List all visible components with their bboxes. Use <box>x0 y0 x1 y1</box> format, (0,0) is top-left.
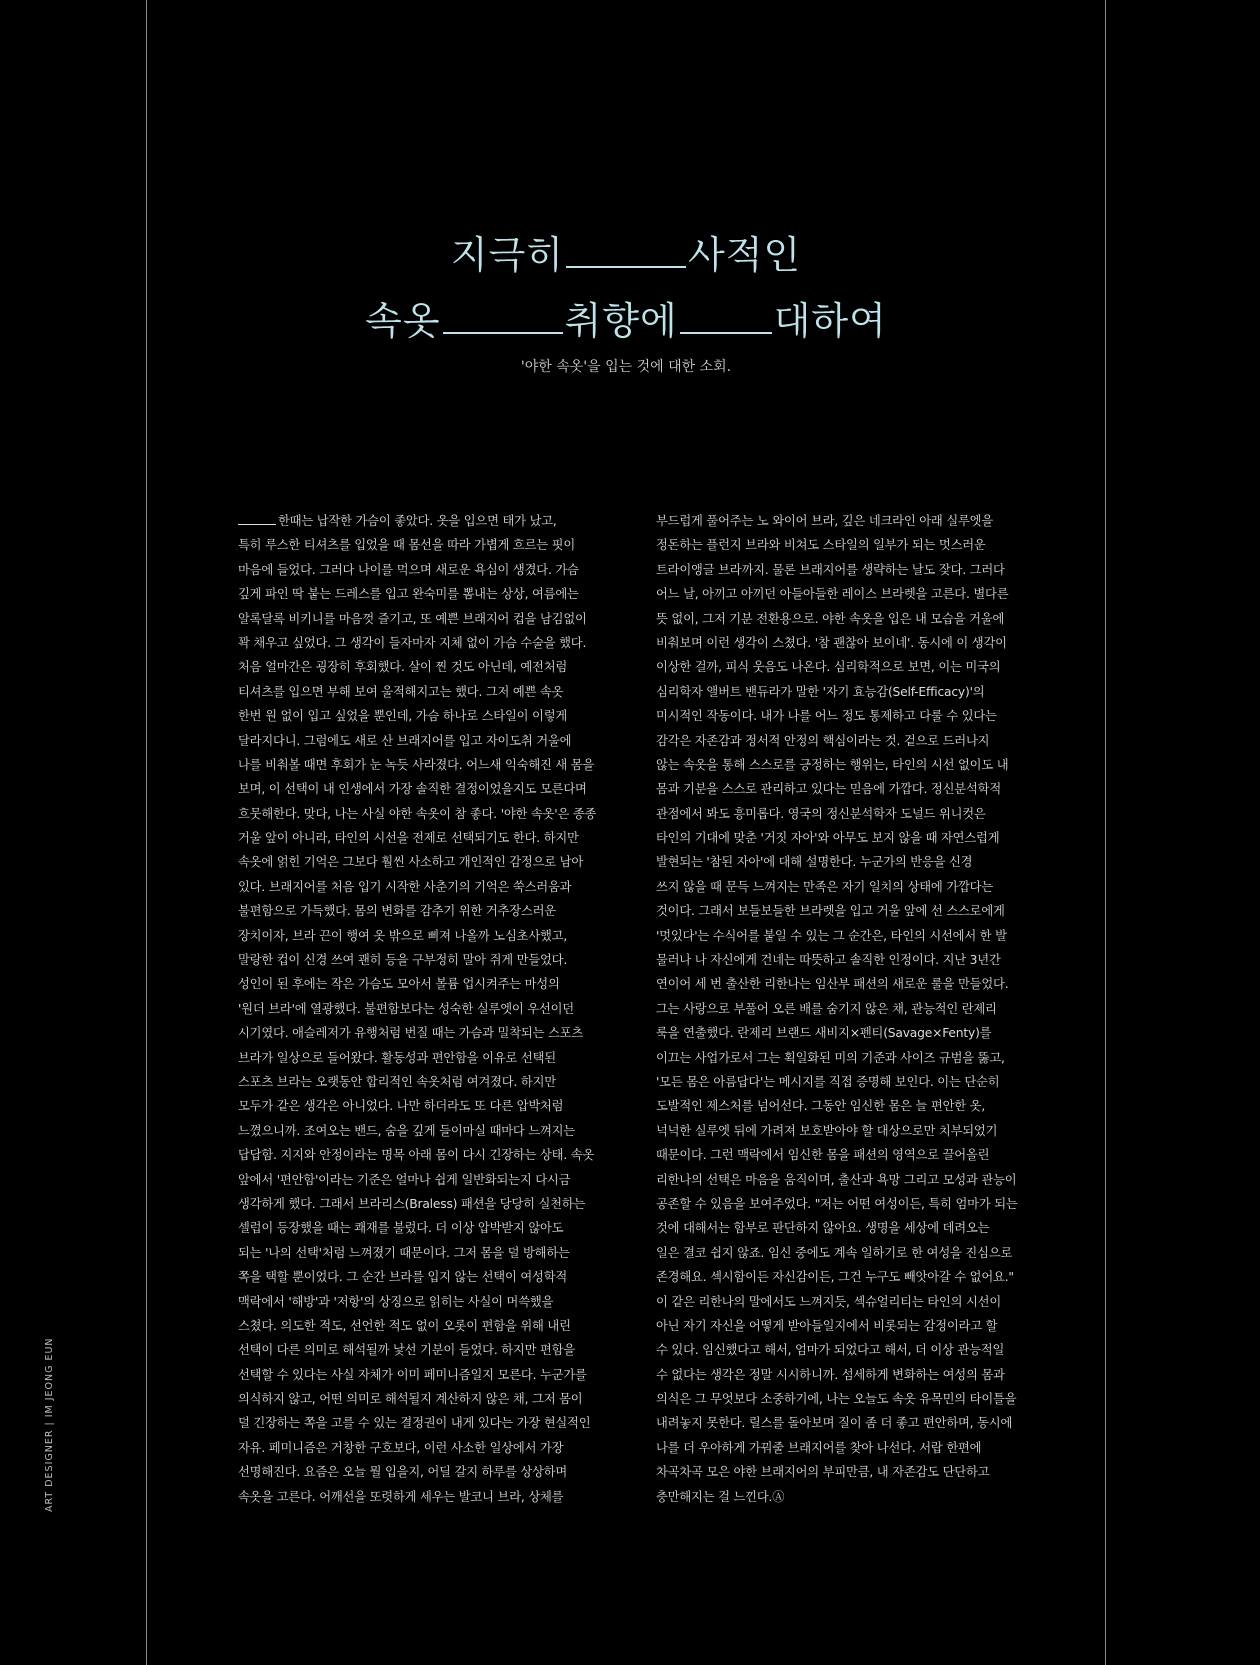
body-text: 브라가 일상으로 들어왔다. 활동성과 편안함을 이유로 선택된 <box>238 1050 556 1065</box>
body-text-line <box>656 753 1036 777</box>
body-text: 생각하게 했다. 그래서 브라리스(Braless) 패션을 당당히 실천하는 <box>238 1196 586 1211</box>
body-text-line <box>238 1192 618 1216</box>
body-text: 않는 속옷을 통해 스스로를 긍정하는 행위는, 타인의 시선 없이도 내 <box>656 757 1009 772</box>
body-text: 거울 앞이 아니라, 타인의 시선을 전제로 선택되기도 한다. 하지만 <box>238 831 579 846</box>
body-text-line <box>656 1216 1036 1240</box>
body-text: 모두가 같은 생각은 아니었다. 나만 하더라도 또 다른 압박처럼 <box>238 1099 564 1114</box>
body-text-line <box>238 509 618 533</box>
body-text: 넉넉한 실루엣 뒤에 가려져 보호받아야 할 대상으로만 치부되었기 <box>656 1123 998 1138</box>
body-text-line <box>656 1290 1036 1314</box>
body-text-line <box>656 948 1036 972</box>
body-text-line <box>238 1168 618 1192</box>
body-text: 셀럽이 등장했을 때는 쾌재를 불렀다. 더 이상 압박받지 않아도 <box>238 1221 564 1236</box>
body-text-line <box>656 1021 1036 1045</box>
body-text-line <box>656 582 1036 606</box>
body-text: 자유. 페미니즘은 거창한 구호보다, 이런 사소한 일상에서 가장 <box>238 1440 564 1455</box>
body-text: '원더 브라'에 열광했다. 불편함보다는 성숙한 실루엣이 우선이던 <box>238 1001 574 1016</box>
body-text-line <box>656 655 1036 679</box>
body-text: 선명해진다. 요즘은 오늘 뭘 입을지, 어딜 갈지 하루를 상상하며 <box>238 1465 568 1480</box>
body-text: 달라지다니. 그럼에도 새로 산 브래지어를 입고 자이도취 거울에 <box>238 733 572 748</box>
body-text: 속옷을 고른다. 어깨선을 또렷하게 세우는 발코니 브라, 상체를 <box>238 1489 564 1504</box>
lead-blank-line <box>238 515 276 525</box>
body-text-line <box>238 582 618 606</box>
body-text: 그는 사랑으로 부풀어 오른 배를 숨기지 않은 채, 관능적인 란제리 <box>656 1001 997 1016</box>
body-text-line <box>656 1387 1036 1411</box>
body-text-line <box>238 826 618 850</box>
body-text-line <box>656 1094 1036 1118</box>
body-text-line <box>238 1363 618 1387</box>
body-text: 이상한 걸까, 피식 웃음도 나온다. 심리학적으로 보면, 이는 미국의 <box>656 660 1001 675</box>
article-subtitle: '야한 속옷'을 입는 것에 대한 소회. <box>520 359 732 375</box>
title-word: 사적인 <box>688 233 802 277</box>
body-text-line <box>238 558 618 582</box>
body-text: 공존할 수 있음을 보여주었다. "저는 어떤 여성이든, 특히 엄마가 되는 <box>656 1196 1018 1211</box>
body-text-line <box>656 899 1036 923</box>
body-text: 깊게 파인 딱 붙는 드레스를 입고 완숙미를 뽐내는 상상, 여름에는 <box>238 587 579 602</box>
body-text: 특히 루스한 티셔츠를 입었을 때 몸선을 따라 가볍게 흐르는 핏이 <box>238 538 576 553</box>
body-text-line <box>238 1290 618 1314</box>
body-text-line <box>238 802 618 826</box>
body-text: 보며, 이 선택이 내 인생에서 가장 솔직한 결정이었을지도 모른다며 <box>238 782 587 797</box>
body-text-line <box>238 1387 618 1411</box>
body-text: 관점에서 봐도 흥미롭다. 영국의 정신분석학자 도널드 위니컷은 <box>656 806 986 821</box>
body-text-line <box>238 1460 618 1484</box>
body-text: 의식은 그 무엇보다 소중하기에, 나는 오늘도 속옷 유목민의 타이틀을 <box>656 1392 1017 1407</box>
body-text-line <box>238 1143 618 1167</box>
body-text: 몸과 기분을 스스로 관리하고 있다는 믿음에 가깝다. 정신분석학적 <box>656 782 1001 797</box>
body-text: 나를 비춰볼 때면 후회가 눈 녹듯 사라졌다. 어느새 익숙해진 새 몸을 <box>238 757 595 772</box>
body-text: 되는 '나의 선택'처럼 느껴졌기 때문이다. 그저 몸을 덜 방해하는 <box>238 1245 570 1260</box>
body-text: 차곡차곡 모은 야한 브래지어의 부피만큼, 내 자존감도 단단하고 <box>656 1465 990 1480</box>
body-text: 수 있다. 임신했다고 해서, 엄마가 되었다고 해서, 더 이상 관능적일 <box>656 1343 1005 1358</box>
body-text-line <box>238 1411 618 1435</box>
body-text-line <box>238 948 618 972</box>
body-text: 스쳤다. 의도한 적도, 선언한 적도 없이 오롯이 편함을 위해 내린 <box>238 1318 571 1333</box>
body-text: 말랑한 컵이 신경 쓰여 괜히 등을 구부정히 말아 쥐게 만들었다. <box>238 953 568 968</box>
body-text-line <box>656 1119 1036 1143</box>
body-text-line <box>238 997 618 1021</box>
body-text: 심리학자 앨버트 밴듀라가 말한 '자기 효능감(Self-Efficacy)'의 <box>656 684 985 699</box>
body-text: 미시적인 작동이다. 내가 나를 어느 정도 통제하고 다룰 수 있다는 <box>656 709 997 724</box>
article-title <box>146 222 1106 354</box>
body-text: 발현되는 '참된 자아'에 대해 설명한다. 누군가의 반응을 신경 <box>656 855 973 870</box>
body-text: 느꼈으니까. 조여오는 밴드, 숨을 깊게 들이마실 때마다 느껴지는 <box>238 1123 576 1138</box>
body-text-line <box>656 777 1036 801</box>
body-text-line <box>656 1460 1036 1484</box>
title-word: 지극히 <box>450 233 564 277</box>
body-text: 한번 원 없이 입고 싶었을 뿐인데, 가슴 하나로 스타일이 이렇게 <box>238 709 568 724</box>
body-text-line <box>238 1216 618 1240</box>
body-text-line <box>238 972 618 996</box>
body-text-line <box>656 1192 1036 1216</box>
body-text-line <box>656 1314 1036 1338</box>
body-text-line <box>238 850 618 874</box>
body-text: 트라이앵글 브라까지. 물론 브래지어를 생략하는 날도 잦다. 그러다 <box>656 562 1005 577</box>
body-text: 것에 대해서는 함부로 판단하지 않아요. 생명을 세상에 데려오는 <box>656 1221 990 1236</box>
body-text: 연이어 세 번 출산한 리한나는 임산부 패션의 새로운 룰을 만들었다. <box>656 977 1009 992</box>
body-text: '멋있다'는 수식어를 붙일 수 있는 그 순간은, 타인의 시선에서 한 발 <box>656 928 1007 943</box>
body-text: 의식하지 않고, 어떤 의미로 해석될지 계산하지 않은 채, 그저 몸이 <box>238 1392 583 1407</box>
title-word: 대하여 <box>773 299 887 343</box>
body-text: 비춰보며 이런 생각이 스쳤다. '참 괜찮아 보이네'. 동시에 이 생각이 <box>656 635 1007 650</box>
body-text-line <box>238 1436 618 1460</box>
body-text-line <box>238 1485 618 1509</box>
body-text-line <box>238 680 618 704</box>
body-text: 쪽을 택할 뿐이었다. 그 순간 브라를 입지 않는 선택이 여성학적 <box>238 1270 568 1285</box>
body-text: 도발적인 제스처를 넘어선다. 그동안 임신한 몸은 늘 편안한 옷, <box>656 1099 986 1114</box>
body-text: 충만해지는 걸 느낀다.Ⓐ <box>656 1489 785 1504</box>
body-text-line <box>656 680 1036 704</box>
body-text-line <box>656 1485 1036 1509</box>
title-blank-line <box>680 328 772 334</box>
body-text: 선택이 다른 의미로 해석될까 낯선 기분이 들었다. 하지만 편함을 <box>238 1343 576 1358</box>
body-text: 부드럽게 풀어주는 노 와이어 브라, 깊은 네크라인 아래 실루엣을 <box>656 514 994 528</box>
body-text-line <box>656 533 1036 557</box>
body-text-line <box>238 1046 618 1070</box>
body-text-line <box>656 1436 1036 1460</box>
body-text: 스포츠 브라는 오랫동안 합리적인 속옷처럼 여겨졌다. 하지만 <box>238 1074 556 1089</box>
body-text: 흐뭇해한다. 맞다, 나는 사실 야한 속옷이 참 좋다. '야한 속옷'은 종종 <box>238 806 597 821</box>
body-text-line <box>656 729 1036 753</box>
body-text: '모든 몸은 아름답다'는 메시지를 직접 증명해 보인다. 이는 단순히 <box>656 1074 1000 1089</box>
body-text-line <box>656 1411 1036 1435</box>
body-text-line <box>238 729 618 753</box>
body-text-line <box>238 631 618 655</box>
body-text: 불편함으로 가득했다. 몸의 변화를 감추기 위한 거추장스러운 <box>238 904 556 919</box>
body-text-line <box>656 558 1036 582</box>
body-text: 나를 더 우아하게 가꿔줄 브래지어를 찾아 나선다. 서랍 한편에 <box>656 1440 982 1455</box>
body-text-line <box>238 924 618 948</box>
body-text-line <box>238 1314 618 1338</box>
body-text: 쓰지 않을 때 문득 느껴지는 만족은 자기 일치의 상태에 가깝다는 <box>656 879 994 894</box>
body-text-line <box>656 509 1036 533</box>
title-blank-line <box>443 328 563 334</box>
body-text-line <box>656 1265 1036 1289</box>
body-text-line <box>656 1241 1036 1265</box>
body-text-line <box>238 533 618 557</box>
body-text: 시기였다. 애슬레저가 유행처럼 번질 때는 가슴과 밀착되는 스포츠 <box>238 1026 583 1041</box>
body-text-line <box>238 704 618 728</box>
body-text-line <box>656 972 1036 996</box>
body-text: 뜻 없이, 그저 기분 전환용으로. 야한 속옷을 입은 내 모습을 거울에 <box>656 611 1005 626</box>
body-text-line <box>656 1143 1036 1167</box>
body-text: 어느 날, 아끼고 아끼던 아들아들한 레이스 브라렛을 고른다. 별다른 <box>656 587 1009 602</box>
body-text: 정돈하는 플런지 브라와 비쳐도 스타일의 일부가 되는 멋스러운 <box>656 538 986 553</box>
body-text-line <box>656 802 1036 826</box>
body-text: 처음 얼마간은 굉장히 후회했다. 살이 찐 것도 아닌데, 예전처럼 <box>238 660 568 675</box>
body-text: 답답함. 지지와 안정이라는 명목 아래 몸이 다시 긴장하는 상태. 속옷 <box>238 1148 595 1163</box>
body-text-line <box>238 1094 618 1118</box>
body-text-line <box>656 826 1036 850</box>
body-text: 있다. 브래지어를 처음 입기 시작한 사춘기의 기억은 쑥스러움과 <box>238 879 572 894</box>
body-text-line <box>238 1265 618 1289</box>
body-text-line <box>238 777 618 801</box>
body-column-right <box>656 509 1036 1509</box>
body-text-line <box>238 875 618 899</box>
body-text-line <box>238 655 618 679</box>
body-text-line <box>656 924 1036 948</box>
body-text: 속옷에 얽힌 기억은 그보다 훨씬 사소하고 개인적인 감정으로 남아 <box>238 855 583 870</box>
body-text-line <box>656 850 1036 874</box>
body-text: 물러나 나 자신에게 건네는 따뜻하고 솔직한 인정이다. 지난 3년간 <box>656 953 1001 968</box>
body-text-line <box>656 631 1036 655</box>
body-text: 한때는 납작한 가슴이 좋았다. 옷을 입으면 태가 났고, <box>278 514 557 528</box>
title-blank-line <box>566 262 686 268</box>
body-text: 수 없다는 생각은 정말 시시하니까. 섬세하게 변화하는 여성의 몸과 <box>656 1367 1005 1382</box>
body-text: 룩을 연출했다. 란제리 브랜드 새비지×펜티(Savage×Fenty)를 <box>656 1026 992 1041</box>
body-text: 마음에 들었다. 그러다 나이를 먹으며 새로운 욕심이 생겼다. 가슴 <box>238 562 579 577</box>
body-text-line <box>656 704 1036 728</box>
body-text-line <box>656 1070 1036 1094</box>
body-text: 맥락에서 '해방'과 '저항'의 상징으로 읽히는 사실이 머쓱했을 <box>238 1294 554 1309</box>
body-column-left <box>238 509 618 1509</box>
body-text: 감각은 자존감과 정서적 안정의 핵심이라는 것. 겉으로 드러나지 <box>656 733 990 748</box>
title-word: 취향에 <box>564 299 678 343</box>
title-word: 속옷 <box>365 299 441 343</box>
body-text-line <box>238 1241 618 1265</box>
body-text: 때문이다. 그런 맥락에서 임신한 몸을 패션의 영역으로 끌어올린 <box>656 1148 990 1163</box>
body-text: 타인의 기대에 맞춘 '거짓 자아'와 아무도 보지 않을 때 자연스럽게 <box>656 831 1000 846</box>
title-line-1 <box>146 222 1106 288</box>
body-text-line <box>238 753 618 777</box>
body-text-line <box>656 1338 1036 1362</box>
body-text: 알록달록 비키니를 마음껏 즐기고, 또 예쁜 브래지어 컵을 남김없이 <box>238 611 587 626</box>
body-text: 선택할 수 있다는 사실 자체가 이미 페미니즘일지 모른다. 누군가를 <box>238 1367 587 1382</box>
body-text: 리한나의 선택은 마음을 움직이며, 출산과 욕망 그리고 모성과 관능이 <box>656 1172 1017 1187</box>
body-text: 것이다. 그래서 보들보들한 브라렛을 입고 거울 앞에 선 스스로에게 <box>656 904 1005 919</box>
body-text-line <box>238 899 618 923</box>
body-text-line <box>656 1363 1036 1387</box>
body-text-line <box>656 875 1036 899</box>
body-text-line <box>656 607 1036 631</box>
body-text-line <box>238 607 618 631</box>
body-text: 내려놓지 못한다. 릴스를 돌아보며 질이 좀 더 좋고 편안하며, 동시에 <box>656 1416 1013 1431</box>
body-text-line <box>656 997 1036 1021</box>
body-text: 앞에서 '편안함'이라는 기준은 얼마나 쉽게 일반화되는지 다시금 <box>238 1172 571 1187</box>
art-designer-credit: ART DESIGNER | IM JEONG EUN <box>44 1337 55 1512</box>
body-text: 아닌 자기 자신을 어떻게 받아들일지에서 비롯되는 감정이라고 할 <box>656 1318 998 1333</box>
body-text: 성인이 된 후에는 작은 가슴도 모아서 볼륨 업시켜주는 마성의 <box>238 977 560 992</box>
body-text: 존경해요. 섹시함이든 자신감이든, 그건 누구도 빼앗아갈 수 없어요." <box>656 1270 1014 1285</box>
body-text: 꽉 채우고 싶었다. 그 생각이 들자마자 지체 없이 가슴 수술을 했다. <box>238 635 587 650</box>
body-text: 장치이자, 브라 끈이 행여 옷 밖으로 삐져 나올까 노심초사했고, <box>238 928 568 943</box>
body-text: 이끄는 사업가로서 그는 획일화된 미의 기준과 사이즈 규범을 뚫고, <box>656 1050 1005 1065</box>
body-text-line <box>238 1338 618 1362</box>
body-text-line <box>656 1046 1036 1070</box>
body-text: 이 같은 리한나의 말에서도 느껴지듯, 섹슈얼리티는 타인의 시선이 <box>656 1294 1001 1309</box>
body-text-line <box>238 1119 618 1143</box>
body-text: 덜 긴장하는 쪽을 고를 수 있는 결정권이 내게 있다는 가장 현실적인 <box>238 1416 591 1431</box>
body-text: 티셔츠를 입으면 부해 보여 울적해지고는 했다. 그저 예쁜 속옷 <box>238 684 564 699</box>
body-text-line <box>238 1021 618 1045</box>
body-text: 일은 결코 쉽지 않죠. 임신 중에도 계속 일하기로 한 여성을 진심으로 <box>656 1245 1013 1260</box>
body-text-line <box>238 1070 618 1094</box>
title-line-2 <box>146 288 1106 354</box>
body-text-line <box>656 1168 1036 1192</box>
